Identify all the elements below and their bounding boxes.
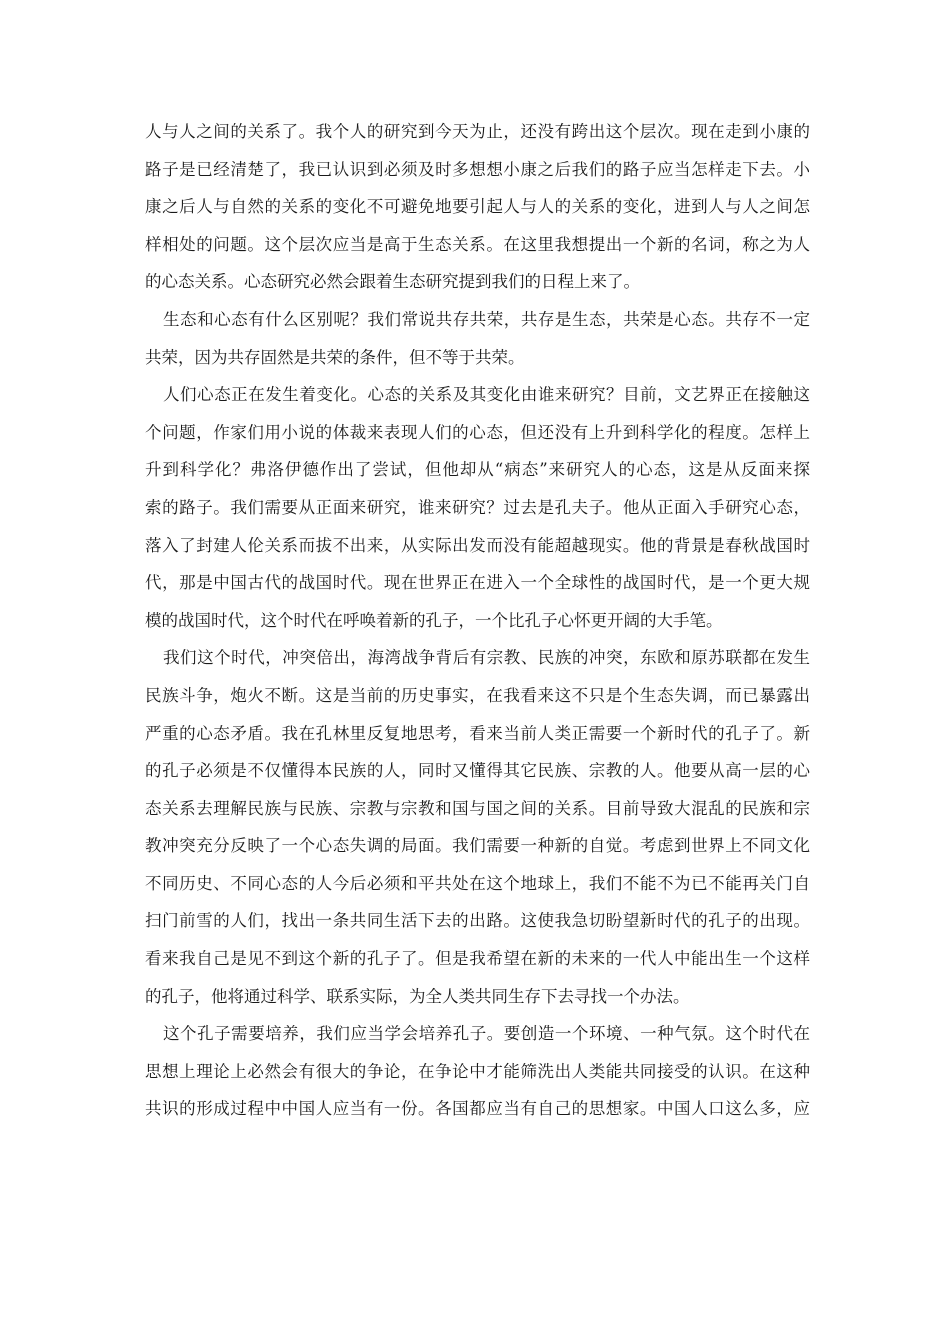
text-line: 扫门前雪的人们，找出一条共同生活下去的出路。这使我急切盼望新时代的孔子的出现。 <box>145 911 810 931</box>
text-line: 共识的形成过程中中国人应当有一份。各国都应当有自己的思想家。中国人口这么多，应 <box>145 1099 810 1119</box>
text-line: 态关系去理解民族与民族、宗教与宗教和国与国之间的关系。目前导致大混乱的民族和宗 <box>145 798 810 818</box>
paragraph-first-line: 生态和心态有什么区别呢？我们常说共存共荣，共存是生态，共荣是心态。共存不一定 <box>163 309 810 329</box>
text-line: 代，那是中国古代的战国时代。现在世界正在进入一个全球性的战国时代，是一个更大规 <box>145 573 810 593</box>
text-line: 模的战国时代，这个时代在呼唤着新的孔子，一个比孔子心怀更开阔的大手笔。 <box>145 610 723 630</box>
text-line: 思想上理论上必然会有很大的争论，在争论中才能筛洗出人类能共同接受的认识。在这种 <box>145 1061 810 1081</box>
text-line: 升到科学化？弗洛伊德作出了尝试，但他却从“病态”来研究人的心态，这是从反面来探 <box>145 460 810 480</box>
text-line: 的心态关系。心态研究必然会跟着生态研究提到我们的日程上来了。 <box>145 272 640 292</box>
text-line: 人与人之间的关系了。我个人的研究到今天为止，还没有跨出这个层次。现在走到小康的 <box>145 122 810 141</box>
text-line: 路子是已经清楚了，我已认识到必须及时多想想小康之后我们的路子应当怎样走下去。小 <box>145 159 810 179</box>
text-line: 落入了封建人伦关系而拔不出来，从实际出发而没有能超越现实。他的背景是春秋战国时 <box>145 535 810 555</box>
text-line: 民族斗争，炮火不断。这是当前的历史事实，在我看来这不只是个生态失调，而已暴露出 <box>145 685 810 705</box>
text-line: 康之后人与自然的关系的变化不可避免地要引起人与人的关系的变化，进到人与人之间怎 <box>145 197 810 217</box>
text-line: 共荣，因为共存固然是共荣的条件，但不等于共荣。 <box>145 347 525 367</box>
text-line: 教冲突充分反映了一个心态失调的局面。我们需要一种新的自觉。考虑到世界上不同文化 <box>145 836 810 856</box>
text-line: 不同历史、不同心态的人今后必须和平共处在这个地球上，我们不能不为已不能再关门自 <box>145 873 810 893</box>
paragraph-first-line: 这个孔子需要培养，我们应当学会培养孔子。要创造一个环境、一种气氛。这个时代在 <box>163 1024 810 1044</box>
text-line: 索的路子。我们需要从正面来研究，谁来研究？过去是孔夫子。他从正面入手研究心态， <box>145 497 810 517</box>
text-line: 看来我自己是见不到这个新的孔子了。但是我希望在新的未来的一代人中能出生一个这样 <box>145 949 810 969</box>
text-line: 的孔子，他将通过科学、联系实际，为全人类共同生存下去寻找一个办法。 <box>145 986 690 1006</box>
text-line: 的孔子必须是不仅懂得本民族的人，同时又懂得其它民族、宗教的人。他要从高一层的心 <box>145 761 810 781</box>
text-line: 严重的心态矛盾。我在孔林里反复地思考，看来当前人类正需要一个新时代的孔子了。新 <box>145 723 810 743</box>
paragraph-first-line: 人们心态正在发生着变化。心态的关系及其变化由谁来研究？目前，文艺界正在接触这 <box>163 385 810 405</box>
text-line: 样相处的问题。这个层次应当是高于生态关系。在这里我想提出一个新的名词，称之为人 <box>145 234 810 254</box>
text-line: 个问题，作家们用小说的体裁来表现人们的心态，但还没有上升到科学化的程度。怎样上 <box>145 422 810 442</box>
paragraph-first-line: 我们这个时代，冲突倍出，海湾战争背后有宗教、民族的冲突，东欧和原苏联都在发生 <box>163 648 810 668</box>
document-body-text <box>145 113 810 1128</box>
